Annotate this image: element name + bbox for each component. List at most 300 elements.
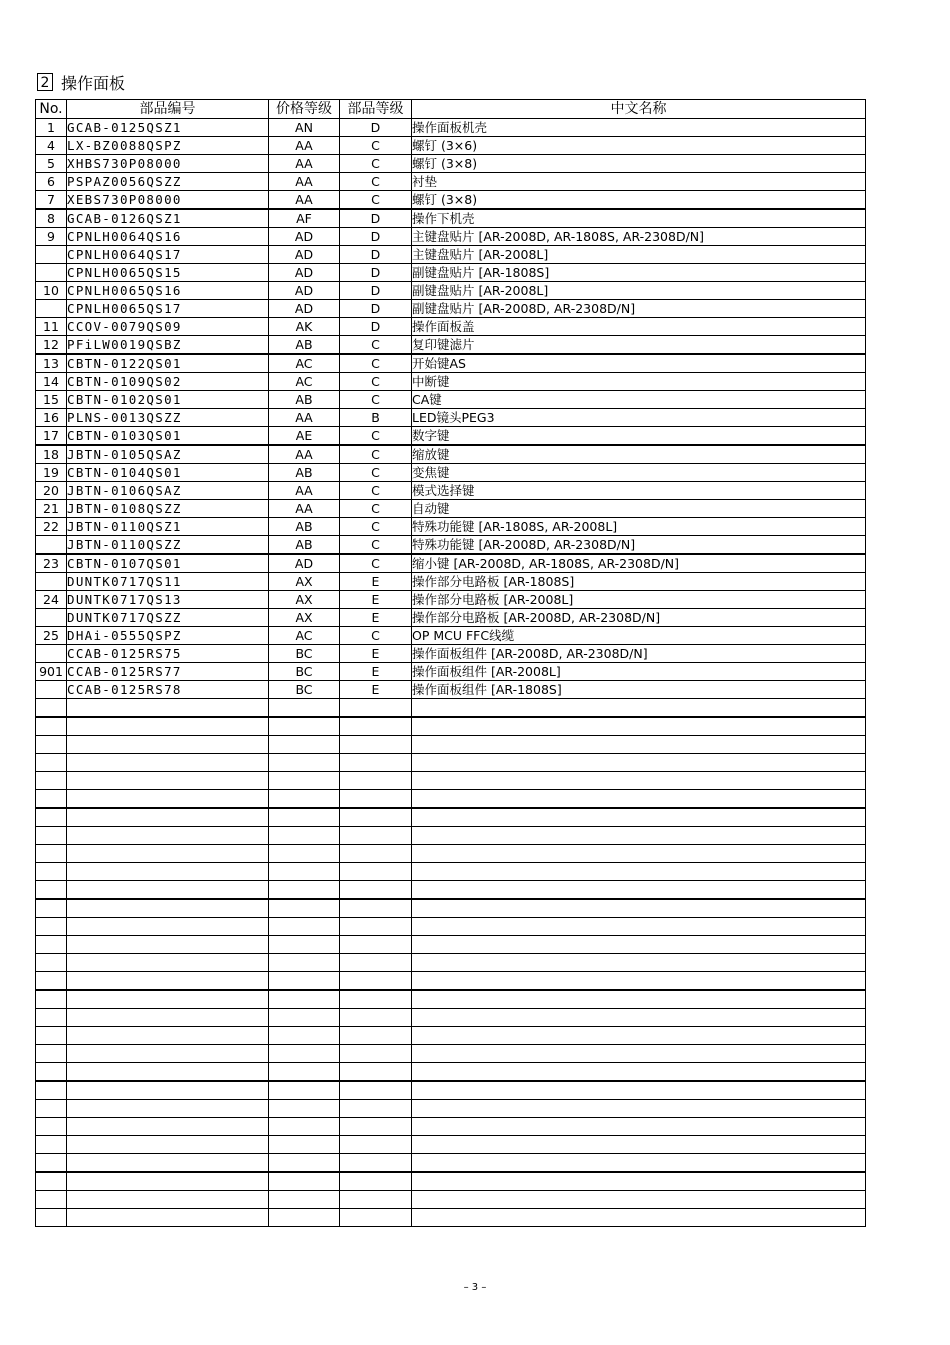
price-rank: AD <box>269 300 340 318</box>
price-rank: AF <box>269 209 340 228</box>
empty-table-row <box>36 699 866 718</box>
table-row <box>36 573 866 591</box>
row-number: 9 <box>36 228 67 246</box>
empty-cell <box>412 1027 866 1045</box>
price-rank: AE <box>269 427 340 446</box>
col-header-name: 中文名称 <box>412 100 866 119</box>
section-number: 2 <box>37 73 53 91</box>
empty-cell <box>269 845 340 863</box>
row-number: 19 <box>36 464 67 482</box>
empty-cell <box>67 990 269 1009</box>
row-number: 10 <box>36 282 67 300</box>
parts-code: GCAB-0125QSZ1 <box>67 119 269 137</box>
empty-cell <box>340 972 412 991</box>
table-row <box>36 228 866 246</box>
part-name: 开始键AS <box>412 354 866 373</box>
part-name: 特殊功能键 [AR-1808S, AR-2008L] <box>412 518 866 536</box>
empty-cell <box>67 1027 269 1045</box>
empty-cell <box>340 790 412 809</box>
parts-rank: C <box>340 554 412 573</box>
empty-cell <box>269 1154 340 1173</box>
part-name: 操作面板机壳 <box>412 119 866 137</box>
empty-cell <box>36 936 67 954</box>
empty-cell <box>340 736 412 754</box>
empty-cell <box>36 808 67 827</box>
empty-cell <box>340 1009 412 1027</box>
empty-cell <box>269 954 340 972</box>
table-row <box>36 645 866 663</box>
parts-rank: C <box>340 354 412 373</box>
empty-cell <box>412 1191 866 1209</box>
part-name: 主键盘贴片 [AR-2008L] <box>412 246 866 264</box>
empty-cell <box>67 845 269 863</box>
table-row <box>36 336 866 355</box>
part-name: 数字键 <box>412 427 866 446</box>
price-rank: AD <box>269 282 340 300</box>
empty-cell <box>67 790 269 809</box>
parts-rank: E <box>340 591 412 609</box>
empty-table-row <box>36 772 866 790</box>
table-row <box>36 609 866 627</box>
empty-cell <box>340 699 412 718</box>
empty-table-row <box>36 1081 866 1100</box>
row-number <box>36 645 67 663</box>
part-name: 操作面板组件 [AR-2008D, AR-2308D/N] <box>412 645 866 663</box>
empty-cell <box>340 772 412 790</box>
empty-cell <box>269 1191 340 1209</box>
col-header-price-rank: 价格等级 <box>269 100 340 119</box>
part-name: 自动键 <box>412 500 866 518</box>
empty-cell <box>340 936 412 954</box>
row-number: 4 <box>36 137 67 155</box>
part-name: 特殊功能键 [AR-2008D, AR-2308D/N] <box>412 536 866 555</box>
table-row <box>36 173 866 191</box>
part-name: 操作面板组件 [AR-2008L] <box>412 663 866 681</box>
empty-cell <box>36 881 67 900</box>
empty-cell <box>36 899 67 918</box>
price-rank: AB <box>269 536 340 555</box>
price-rank: AB <box>269 391 340 409</box>
col-header-parts-rank: 部品等级 <box>340 100 412 119</box>
empty-cell <box>340 717 412 736</box>
part-name: 螺钉 (3×6) <box>412 137 866 155</box>
parts-list-table <box>35 99 866 1227</box>
empty-table-row <box>36 918 866 936</box>
empty-cell <box>67 808 269 827</box>
parts-code: CCAB-0125RS77 <box>67 663 269 681</box>
empty-cell <box>269 790 340 809</box>
parts-rank: B <box>340 409 412 427</box>
col-header-parts-code: 部品编号 <box>67 100 269 119</box>
empty-cell <box>67 1172 269 1191</box>
row-number <box>36 246 67 264</box>
empty-table-row <box>36 754 866 772</box>
empty-cell <box>412 754 866 772</box>
empty-table-row <box>36 972 866 991</box>
empty-cell <box>412 1063 866 1082</box>
empty-cell <box>67 972 269 991</box>
empty-cell <box>269 827 340 845</box>
table-row <box>36 663 866 681</box>
table-row <box>36 482 866 500</box>
empty-cell <box>36 1191 67 1209</box>
empty-cell <box>269 863 340 881</box>
empty-cell <box>269 1118 340 1136</box>
empty-cell <box>340 1027 412 1045</box>
empty-cell <box>340 1118 412 1136</box>
empty-cell <box>340 881 412 900</box>
empty-table-row <box>36 899 866 918</box>
empty-table-row <box>36 827 866 845</box>
empty-cell <box>269 972 340 991</box>
empty-cell <box>340 808 412 827</box>
empty-cell <box>36 1027 67 1045</box>
empty-cell <box>269 881 340 900</box>
empty-cell <box>269 1081 340 1100</box>
row-number <box>36 536 67 555</box>
part-name: 操作面板组件 [AR-1808S] <box>412 681 866 699</box>
empty-cell <box>412 808 866 827</box>
table-row <box>36 591 866 609</box>
empty-table-row <box>36 1009 866 1027</box>
empty-cell <box>67 736 269 754</box>
parts-code: CBTN-0109QS02 <box>67 373 269 391</box>
price-rank: BC <box>269 645 340 663</box>
empty-cell <box>269 736 340 754</box>
row-number: 17 <box>36 427 67 446</box>
empty-cell <box>36 1209 67 1227</box>
parts-rank: C <box>340 137 412 155</box>
row-number <box>36 609 67 627</box>
table-row <box>36 681 866 699</box>
parts-rank: D <box>340 246 412 264</box>
empty-table-row <box>36 808 866 827</box>
table-row <box>36 500 866 518</box>
empty-table-row <box>36 881 866 900</box>
part-name: LED镜头PEG3 <box>412 409 866 427</box>
parts-rank: C <box>340 391 412 409</box>
empty-table-row <box>36 1100 866 1118</box>
empty-cell <box>67 1118 269 1136</box>
empty-table-row <box>36 1136 866 1154</box>
empty-table-row <box>36 1154 866 1173</box>
empty-cell <box>269 717 340 736</box>
empty-cell <box>269 1209 340 1227</box>
empty-cell <box>36 1100 67 1118</box>
part-name: 模式选择键 <box>412 482 866 500</box>
row-number: 18 <box>36 445 67 464</box>
table-row <box>36 427 866 446</box>
empty-table-row <box>36 717 866 736</box>
empty-cell <box>340 827 412 845</box>
table-row <box>36 300 866 318</box>
parts-rank: E <box>340 573 412 591</box>
empty-cell <box>67 772 269 790</box>
empty-cell <box>36 1136 67 1154</box>
empty-cell <box>36 772 67 790</box>
row-number: 22 <box>36 518 67 536</box>
table-row <box>36 445 866 464</box>
parts-rank: C <box>340 482 412 500</box>
parts-rank: C <box>340 464 412 482</box>
empty-cell <box>340 918 412 936</box>
empty-cell <box>412 699 866 718</box>
price-rank: AA <box>269 482 340 500</box>
parts-code: DUNTK0717QSZZ <box>67 609 269 627</box>
table-body <box>36 119 866 1227</box>
table-row <box>36 191 866 210</box>
empty-cell <box>269 699 340 718</box>
empty-table-row <box>36 954 866 972</box>
table-row <box>36 155 866 173</box>
table-row <box>36 627 866 645</box>
price-rank: AB <box>269 336 340 355</box>
parts-rank: D <box>340 300 412 318</box>
parts-rank: E <box>340 663 412 681</box>
part-name: CA键 <box>412 391 866 409</box>
empty-cell <box>67 827 269 845</box>
parts-code: CCAB-0125RS78 <box>67 681 269 699</box>
empty-cell <box>412 863 866 881</box>
part-name: 操作部分电路板 [AR-2008L] <box>412 591 866 609</box>
row-number: 8 <box>36 209 67 228</box>
empty-cell <box>412 1045 866 1063</box>
parts-rank: C <box>340 155 412 173</box>
row-number <box>36 300 67 318</box>
parts-code: JBTN-0106QSAZ <box>67 482 269 500</box>
empty-cell <box>67 1063 269 1082</box>
parts-rank: D <box>340 282 412 300</box>
table-row <box>36 354 866 373</box>
price-rank: AD <box>269 228 340 246</box>
price-rank: BC <box>269 681 340 699</box>
price-rank: AA <box>269 445 340 464</box>
empty-cell <box>36 972 67 991</box>
parts-code: PSPAZ0056QSZZ <box>67 173 269 191</box>
price-rank: AN <box>269 119 340 137</box>
empty-cell <box>67 1209 269 1227</box>
row-number: 7 <box>36 191 67 210</box>
row-number: 12 <box>36 336 67 355</box>
empty-cell <box>340 1100 412 1118</box>
price-rank: AA <box>269 173 340 191</box>
empty-cell <box>412 717 866 736</box>
empty-cell <box>269 1063 340 1082</box>
parts-code: DUNTK0717QS11 <box>67 573 269 591</box>
empty-cell <box>412 918 866 936</box>
parts-rank: C <box>340 536 412 555</box>
table-row <box>36 518 866 536</box>
price-rank: AK <box>269 318 340 336</box>
empty-cell <box>412 1136 866 1154</box>
empty-cell <box>412 1009 866 1027</box>
parts-rank: C <box>340 336 412 355</box>
part-name: 副键盘贴片 [AR-2008D, AR-2308D/N] <box>412 300 866 318</box>
price-rank: AA <box>269 191 340 210</box>
empty-cell <box>412 1209 866 1227</box>
page-number: – 3 – <box>463 1282 487 1293</box>
empty-cell <box>36 863 67 881</box>
row-number: 13 <box>36 354 67 373</box>
parts-code: JBTN-0108QSZZ <box>67 500 269 518</box>
empty-cell <box>36 1172 67 1191</box>
empty-cell <box>340 1136 412 1154</box>
empty-cell <box>269 899 340 918</box>
parts-code: CPNLH0065QS17 <box>67 300 269 318</box>
price-rank: AB <box>269 464 340 482</box>
empty-table-row <box>36 845 866 863</box>
empty-cell <box>269 1136 340 1154</box>
parts-rank: C <box>340 191 412 210</box>
empty-cell <box>67 1081 269 1100</box>
table-row <box>36 391 866 409</box>
empty-cell <box>36 827 67 845</box>
row-number: 11 <box>36 318 67 336</box>
empty-cell <box>269 754 340 772</box>
parts-rank: D <box>340 209 412 228</box>
empty-table-row <box>36 736 866 754</box>
empty-cell <box>412 990 866 1009</box>
part-name: 螺钉 (3×8) <box>412 155 866 173</box>
part-name: OP MCU FFC线缆 <box>412 627 866 645</box>
table-row <box>36 373 866 391</box>
empty-table-row <box>36 1063 866 1082</box>
empty-cell <box>36 1063 67 1082</box>
empty-cell <box>67 936 269 954</box>
row-number: 5 <box>36 155 67 173</box>
parts-code: CPNLH0064QS17 <box>67 246 269 264</box>
empty-cell <box>412 1118 866 1136</box>
parts-code: CBTN-0102QS01 <box>67 391 269 409</box>
price-rank: AA <box>269 155 340 173</box>
empty-cell <box>412 1100 866 1118</box>
empty-cell <box>412 790 866 809</box>
parts-code: XEBS730P08000 <box>67 191 269 210</box>
empty-table-row <box>36 990 866 1009</box>
empty-cell <box>269 918 340 936</box>
parts-rank: C <box>340 500 412 518</box>
empty-cell <box>340 1081 412 1100</box>
empty-cell <box>340 1154 412 1173</box>
empty-table-row <box>36 1045 866 1063</box>
parts-code: CBTN-0104QS01 <box>67 464 269 482</box>
empty-cell <box>340 1191 412 1209</box>
parts-rank: C <box>340 518 412 536</box>
empty-cell <box>412 899 866 918</box>
empty-table-row <box>36 1172 866 1191</box>
empty-cell <box>67 699 269 718</box>
row-number: 23 <box>36 554 67 573</box>
empty-cell <box>36 954 67 972</box>
parts-code: JBTN-0105QSAZ <box>67 445 269 464</box>
parts-code: PFiLW0019QSBZ <box>67 336 269 355</box>
empty-cell <box>340 863 412 881</box>
row-number: 1 <box>36 119 67 137</box>
empty-cell <box>67 1154 269 1173</box>
part-name: 操作下机壳 <box>412 209 866 228</box>
table-row <box>36 137 866 155</box>
table-row <box>36 209 866 228</box>
part-name: 操作部分电路板 [AR-1808S] <box>412 573 866 591</box>
empty-table-row <box>36 1118 866 1136</box>
table-row <box>36 119 866 137</box>
row-number: 24 <box>36 591 67 609</box>
empty-cell <box>412 772 866 790</box>
part-name: 缩小键 [AR-2008D, AR-1808S, AR-2308D/N] <box>412 554 866 573</box>
empty-cell <box>412 1154 866 1173</box>
price-rank: AB <box>269 518 340 536</box>
empty-cell <box>36 1009 67 1027</box>
parts-code: CCOV-0079QS09 <box>67 318 269 336</box>
parts-code: LX-BZ0088QSPZ <box>67 137 269 155</box>
parts-rank: D <box>340 228 412 246</box>
empty-cell <box>412 736 866 754</box>
price-rank: AX <box>269 591 340 609</box>
price-rank: AD <box>269 246 340 264</box>
empty-cell <box>412 881 866 900</box>
empty-cell <box>36 1154 67 1173</box>
empty-table-row <box>36 1191 866 1209</box>
empty-table-row <box>36 790 866 809</box>
empty-cell <box>340 954 412 972</box>
row-number: 6 <box>36 173 67 191</box>
empty-cell <box>67 881 269 900</box>
part-name: 螺钉 (3×8) <box>412 191 866 210</box>
empty-cell <box>412 1081 866 1100</box>
row-number <box>36 573 67 591</box>
empty-cell <box>340 754 412 772</box>
price-rank: AD <box>269 264 340 282</box>
row-number: 20 <box>36 482 67 500</box>
empty-cell <box>269 990 340 1009</box>
parts-code: CPNLH0065QS15 <box>67 264 269 282</box>
parts-rank: C <box>340 627 412 645</box>
empty-cell <box>340 1063 412 1082</box>
empty-cell <box>412 1172 866 1191</box>
row-number: 901 <box>36 663 67 681</box>
parts-rank: E <box>340 645 412 663</box>
empty-cell <box>412 954 866 972</box>
part-name: 衬垫 <box>412 173 866 191</box>
parts-code: PLNS-0013QSZZ <box>67 409 269 427</box>
parts-rank: E <box>340 681 412 699</box>
empty-cell <box>36 1045 67 1063</box>
empty-cell <box>36 1118 67 1136</box>
empty-cell <box>412 827 866 845</box>
parts-code: GCAB-0126QSZ1 <box>67 209 269 228</box>
empty-cell <box>67 954 269 972</box>
empty-cell <box>269 772 340 790</box>
parts-rank: C <box>340 445 412 464</box>
parts-code: DHAi-0555QSPZ <box>67 627 269 645</box>
price-rank: AA <box>269 500 340 518</box>
price-rank: AA <box>269 137 340 155</box>
part-name: 主键盘贴片 [AR-2008D, AR-1808S, AR-2308D/N] <box>412 228 866 246</box>
empty-table-row <box>36 936 866 954</box>
empty-cell <box>412 936 866 954</box>
row-number: 25 <box>36 627 67 645</box>
empty-cell <box>67 918 269 936</box>
parts-code: DUNTK0717QS13 <box>67 591 269 609</box>
part-name: 副键盘贴片 [AR-1808S] <box>412 264 866 282</box>
part-name: 操作面板盖 <box>412 318 866 336</box>
row-number: 16 <box>36 409 67 427</box>
empty-cell <box>36 790 67 809</box>
parts-rank: C <box>340 427 412 446</box>
empty-cell <box>269 1172 340 1191</box>
empty-table-row <box>36 1027 866 1045</box>
part-name: 缩放键 <box>412 445 866 464</box>
